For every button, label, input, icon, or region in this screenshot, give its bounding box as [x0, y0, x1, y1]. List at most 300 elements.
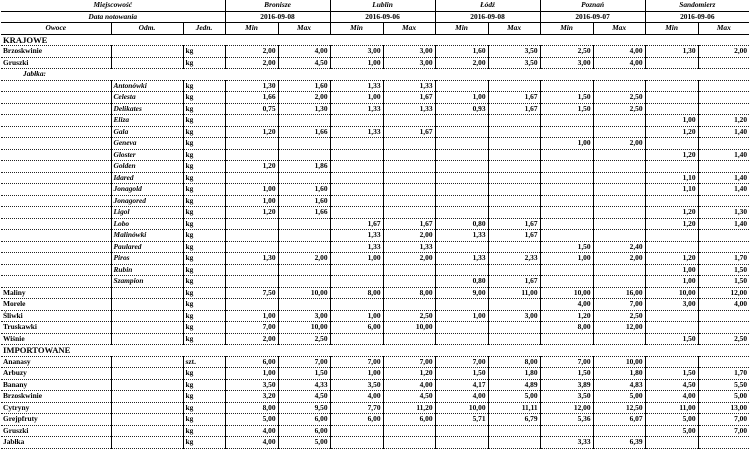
price-max [698, 92, 749, 104]
price-min: 4,00 [540, 299, 593, 311]
price-max: 2,00 [593, 253, 645, 265]
price-max [698, 356, 749, 368]
price-min: 1,20 [645, 126, 698, 138]
price-min [435, 195, 488, 207]
max-header: Max [698, 23, 749, 35]
unit: kg [183, 276, 225, 288]
price-min [330, 115, 383, 127]
unit: kg [183, 391, 225, 403]
min-header: Min [540, 23, 593, 35]
price-min: 1,33 [330, 126, 383, 138]
price-min [540, 195, 593, 207]
price-min: 11,00 [645, 402, 698, 414]
price-min [435, 207, 488, 219]
price-max: 1,33 [383, 241, 435, 253]
price-max [698, 310, 749, 322]
price-max: 2,50 [593, 103, 645, 115]
price-max [278, 276, 330, 288]
price-max [278, 299, 330, 311]
unit: kg [183, 103, 225, 115]
table-row [1, 218, 749, 230]
fruit-column-header: Owoce [1, 23, 111, 35]
price-min: 5,00 [645, 414, 698, 426]
price-max [488, 322, 540, 334]
price-min: 0,75 [225, 103, 278, 115]
table-row [1, 414, 749, 426]
max-header: Max [488, 23, 540, 35]
section-title: IMPORTOWANE [1, 345, 749, 357]
price-min: 4,50 [645, 379, 698, 391]
price-min [225, 299, 278, 311]
unit: kg [183, 379, 225, 391]
fruit-name: Gruszki [1, 425, 111, 437]
price-min: 8,00 [225, 402, 278, 414]
market-date-lodz: 2016-09-08 [435, 11, 540, 23]
price-min: 6,00 [225, 356, 278, 368]
price-min: 1,00 [330, 368, 383, 380]
price-max: 1,40 [698, 149, 749, 161]
price-min: 3,89 [540, 379, 593, 391]
unit: kg [183, 264, 225, 276]
price-max [383, 333, 435, 345]
min-header: Min [645, 23, 698, 35]
price-min: 12,00 [540, 402, 593, 414]
price-min [645, 103, 698, 115]
price-max: 12,50 [593, 402, 645, 414]
price-max [593, 126, 645, 138]
min-header: Min [435, 23, 488, 35]
price-max [488, 437, 540, 449]
price-min: 3,00 [540, 57, 593, 69]
price-max: 5,00 [488, 391, 540, 403]
table-row [1, 425, 749, 437]
price-max [488, 299, 540, 311]
price-min [645, 322, 698, 334]
market-name-sandomierz: Sandomierz [645, 0, 749, 11]
variety-name: Malinówki [111, 230, 183, 242]
price-max: 1,60 [278, 195, 330, 207]
price-min [225, 138, 278, 150]
price-min [435, 241, 488, 253]
max-header: Max [593, 23, 645, 35]
price-min: 1,00 [225, 368, 278, 380]
variety-name [111, 310, 183, 322]
price-min: 10,00 [645, 287, 698, 299]
table-row [1, 402, 749, 414]
price-max [488, 184, 540, 196]
price-min [435, 322, 488, 334]
price-max: 1,67 [488, 92, 540, 104]
price-min: 5,36 [540, 414, 593, 426]
table-row [1, 161, 749, 173]
price-max: 2,00 [278, 92, 330, 104]
price-max [278, 218, 330, 230]
price-min [540, 207, 593, 219]
price-max: 3,50 [488, 57, 540, 69]
variety-name: Piros [111, 253, 183, 265]
variety-name: Celesta [111, 92, 183, 104]
unit: kg [183, 241, 225, 253]
price-min [435, 333, 488, 345]
price-max: 1,33 [383, 103, 435, 115]
price-min [540, 425, 593, 437]
price-min: 1,00 [330, 310, 383, 322]
table-row [1, 368, 749, 380]
price-max [278, 172, 330, 184]
fruit-name [1, 207, 111, 219]
price-table [1, 0, 749, 449]
price-max: 1,20 [383, 368, 435, 380]
table-row [1, 149, 749, 161]
price-max: 8,00 [488, 356, 540, 368]
fruit-name: Arbuzy [1, 368, 111, 380]
price-max: 1,30 [278, 103, 330, 115]
price-max: 7,00 [698, 414, 749, 426]
market-name-lodz: Łódź [435, 0, 540, 11]
table-row [1, 80, 749, 92]
price-min: 5,00 [225, 414, 278, 426]
price-min: 1,33 [435, 230, 488, 242]
table-row [1, 115, 749, 127]
table-row [1, 264, 749, 276]
max-header: Max [383, 23, 435, 35]
variety-name [111, 299, 183, 311]
price-max: 1,67 [383, 218, 435, 230]
price-max: 1,80 [488, 368, 540, 380]
variety-name: Geneva [111, 138, 183, 150]
price-min: 4,00 [225, 437, 278, 449]
price-min [330, 161, 383, 173]
price-max [698, 80, 749, 92]
price-max: 9,50 [278, 402, 330, 414]
unit: kg [183, 92, 225, 104]
price-min [330, 333, 383, 345]
price-min: 1,20 [225, 207, 278, 219]
price-min: 1,50 [435, 368, 488, 380]
price-max: 7,00 [698, 425, 749, 437]
fruit-name [1, 115, 111, 127]
unit: kg [183, 414, 225, 426]
variety-name: Rubin [111, 264, 183, 276]
price-min [540, 172, 593, 184]
fruit-name [1, 218, 111, 230]
price-max [383, 149, 435, 161]
price-min [225, 149, 278, 161]
variety-name: Eliza [111, 115, 183, 127]
price-min: 1,20 [645, 253, 698, 265]
date-label: Data notowania [1, 11, 225, 23]
price-min [435, 425, 488, 437]
price-max: 2,00 [383, 230, 435, 242]
price-min [225, 230, 278, 242]
price-min: 4,00 [645, 391, 698, 403]
price-max: 8,00 [383, 287, 435, 299]
price-max [488, 80, 540, 92]
price-min [645, 57, 698, 69]
table-row [1, 391, 749, 403]
variety-name: Lobo [111, 218, 183, 230]
price-min [225, 172, 278, 184]
price-max [383, 437, 435, 449]
min-header: Min [225, 23, 278, 35]
price-max [593, 195, 645, 207]
price-max [698, 161, 749, 173]
price-min [435, 126, 488, 138]
price-max: 11,00 [488, 287, 540, 299]
variety-name [111, 402, 183, 414]
unit: kg [183, 310, 225, 322]
price-min: 1,50 [540, 103, 593, 115]
market-name-poznan: Poznań [540, 0, 645, 11]
price-max [488, 172, 540, 184]
price-max [488, 207, 540, 219]
price-min [540, 218, 593, 230]
variety-name: Szampion [111, 276, 183, 288]
fruit-name: Gruszki [1, 57, 111, 69]
fruit-name [1, 230, 111, 242]
price-min: 1,10 [645, 172, 698, 184]
price-min [330, 138, 383, 150]
fruit-name: Brzoskwinie [1, 391, 111, 403]
price-max: 4,33 [278, 379, 330, 391]
price-max: 4,50 [278, 391, 330, 403]
price-min [435, 264, 488, 276]
price-min: 2,50 [540, 46, 593, 58]
fruit-name [1, 138, 111, 150]
price-min [225, 264, 278, 276]
price-max: 2,00 [698, 46, 749, 58]
price-max: 1,40 [698, 184, 749, 196]
price-min: 2,00 [225, 333, 278, 345]
price-min: 7,00 [540, 356, 593, 368]
variety-name [111, 46, 183, 58]
table-row [1, 310, 749, 322]
price-min: 1,00 [645, 276, 698, 288]
price-max [593, 333, 645, 345]
price-max: 4,50 [278, 57, 330, 69]
price-max: 3,00 [383, 46, 435, 58]
price-min: 7,70 [330, 402, 383, 414]
price-max: 2,50 [593, 310, 645, 322]
table-row [1, 92, 749, 104]
price-max [488, 425, 540, 437]
section-header-row [1, 345, 749, 357]
price-max [698, 322, 749, 334]
price-min [435, 299, 488, 311]
price-max [383, 115, 435, 127]
price-max [383, 172, 435, 184]
price-min [540, 80, 593, 92]
price-max [383, 138, 435, 150]
price-max [593, 184, 645, 196]
fruit-name [1, 80, 111, 92]
price-max [383, 207, 435, 219]
price-max: 5,00 [698, 391, 749, 403]
price-min: 1,33 [330, 103, 383, 115]
price-min [645, 241, 698, 253]
price-min [645, 230, 698, 242]
price-max: 3,00 [278, 310, 330, 322]
fruit-name: Maliny [1, 287, 111, 299]
price-max: 7,00 [278, 356, 330, 368]
price-min [540, 230, 593, 242]
price-max [698, 103, 749, 115]
price-min: 3,50 [540, 391, 593, 403]
unit: kg [183, 195, 225, 207]
table-row [1, 379, 749, 391]
unit: szt. [183, 356, 225, 368]
price-min [540, 276, 593, 288]
price-min [330, 276, 383, 288]
price-min: 4,00 [435, 391, 488, 403]
price-min [435, 437, 488, 449]
table-row [1, 126, 749, 138]
price-max [593, 207, 645, 219]
price-min: 3,00 [645, 299, 698, 311]
price-max: 1,67 [488, 276, 540, 288]
table-row [1, 333, 749, 345]
table-row [1, 287, 749, 299]
price-min: 1,00 [330, 253, 383, 265]
unit: kg [183, 299, 225, 311]
price-max: 6,00 [383, 414, 435, 426]
market-date-poznan: 2016-09-07 [540, 11, 645, 23]
price-min: 3,00 [330, 46, 383, 58]
price-max: 1,30 [698, 207, 749, 219]
price-max [698, 241, 749, 253]
price-max [488, 195, 540, 207]
variety-name: Jonagored [111, 195, 183, 207]
price-max [488, 138, 540, 150]
fruit-name [1, 161, 111, 173]
price-max: 1,50 [698, 264, 749, 276]
price-max [488, 241, 540, 253]
price-min [435, 115, 488, 127]
price-max: 1,70 [698, 253, 749, 265]
header-row-date [1, 11, 749, 23]
price-max [593, 149, 645, 161]
price-max: 1,60 [278, 80, 330, 92]
price-max [593, 115, 645, 127]
market-date-bronisze: 2016-09-08 [225, 11, 330, 23]
price-max: 7,00 [383, 356, 435, 368]
price-max [593, 230, 645, 242]
header-row-location [1, 0, 749, 11]
price-max: 1,67 [488, 230, 540, 242]
price-min: 1,20 [540, 310, 593, 322]
fruit-name [1, 103, 111, 115]
price-max [698, 230, 749, 242]
price-max [383, 276, 435, 288]
price-min [645, 195, 698, 207]
table-row [1, 172, 749, 184]
price-min [435, 149, 488, 161]
price-max: 6,00 [278, 425, 330, 437]
price-max [278, 241, 330, 253]
variety-name: Jonagold [111, 184, 183, 196]
unit: kg [183, 402, 225, 414]
price-max [593, 264, 645, 276]
fruit-name [1, 253, 111, 265]
price-max: 4,83 [593, 379, 645, 391]
max-header: Max [278, 23, 330, 35]
price-max: 7,00 [593, 299, 645, 311]
price-min: 1,33 [435, 253, 488, 265]
price-min: 1,50 [645, 333, 698, 345]
price-max: 10,00 [278, 322, 330, 334]
variety-name [111, 379, 183, 391]
price-min: 4,00 [225, 425, 278, 437]
price-max: 3,00 [383, 57, 435, 69]
price-min [540, 149, 593, 161]
price-max: 1,80 [593, 368, 645, 380]
price-max: 16,00 [593, 287, 645, 299]
price-max: 1,60 [278, 184, 330, 196]
price-max: 12,00 [593, 322, 645, 334]
price-min [435, 161, 488, 173]
price-min: 2,00 [435, 57, 488, 69]
price-max: 13,00 [698, 402, 749, 414]
price-min: 1,33 [330, 230, 383, 242]
price-max [698, 57, 749, 69]
unit: kg [183, 80, 225, 92]
price-min: 7,00 [225, 322, 278, 334]
price-min: 7,00 [435, 356, 488, 368]
price-max: 1,67 [383, 92, 435, 104]
price-min: 1,30 [225, 253, 278, 265]
unit: kg [183, 207, 225, 219]
price-min: 1,00 [225, 195, 278, 207]
market-date-lublin: 2016-09-06 [330, 11, 435, 23]
price-max: 2,50 [383, 310, 435, 322]
fruit-name: Brzoskwinie [1, 46, 111, 58]
price-max: 2,50 [593, 92, 645, 104]
variety-name: Paulared [111, 241, 183, 253]
price-max: 10,00 [383, 322, 435, 334]
market-name-bronisze: Bronisze [225, 0, 330, 11]
price-max: 6,79 [488, 414, 540, 426]
price-max: 2,50 [278, 333, 330, 345]
price-min [540, 161, 593, 173]
price-min: 1,30 [225, 80, 278, 92]
price-max: 6,00 [278, 414, 330, 426]
price-min: 1,50 [540, 241, 593, 253]
price-min [435, 138, 488, 150]
table-row [1, 437, 749, 449]
table-row [1, 322, 749, 334]
price-min: 3,50 [330, 379, 383, 391]
price-min [330, 149, 383, 161]
unit: kg [183, 322, 225, 334]
price-min: 1,00 [435, 92, 488, 104]
price-max [698, 138, 749, 150]
price-min: 6,00 [330, 322, 383, 334]
price-min: 1,00 [225, 184, 278, 196]
price-max [488, 264, 540, 276]
variety-name [111, 437, 183, 449]
price-max: 11,11 [488, 402, 540, 414]
price-min: 1,33 [330, 80, 383, 92]
unit: kg [183, 57, 225, 69]
fruit-name [1, 172, 111, 184]
price-min: 0,80 [435, 276, 488, 288]
price-min: 9,00 [435, 287, 488, 299]
fruit-name: Jabłka [1, 437, 111, 449]
variety-name [111, 356, 183, 368]
price-min [645, 356, 698, 368]
price-min: 1,50 [645, 368, 698, 380]
variety-name: Delikates [111, 103, 183, 115]
